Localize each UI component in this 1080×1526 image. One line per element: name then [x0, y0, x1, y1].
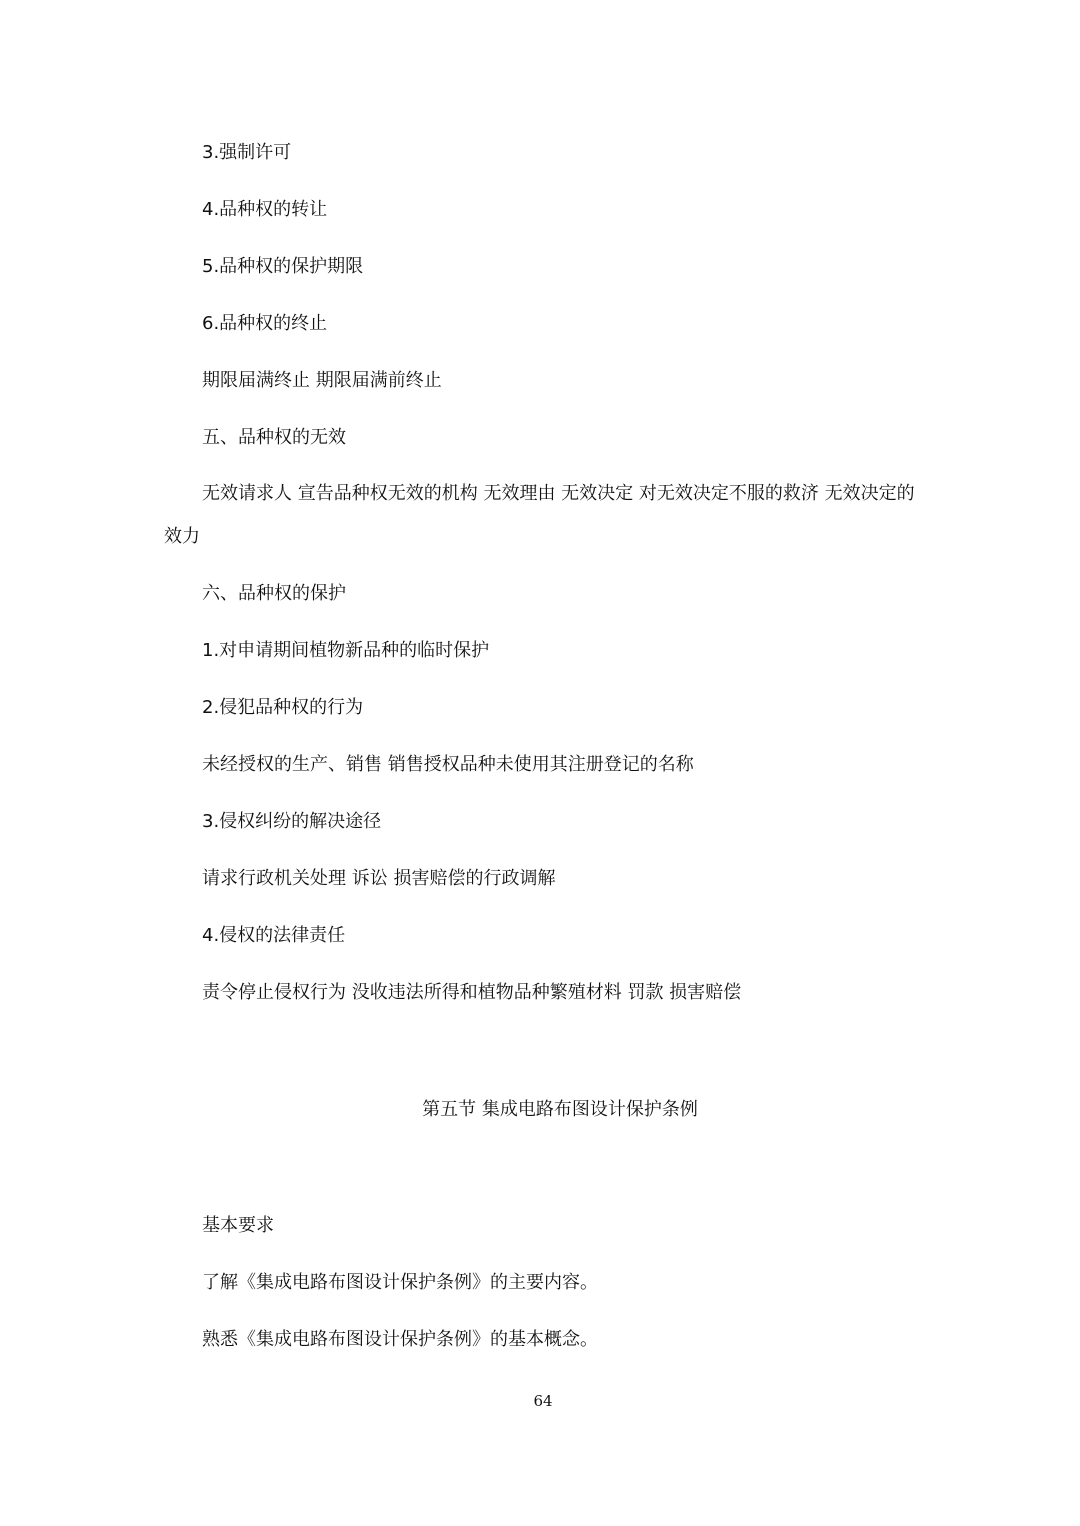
termination-types: 期限届满终止 期限届满前终止: [202, 370, 442, 391]
legal-liability-items: 责令停止侵权行为 没收违法所得和植物品种繁殖材料 罚款 损害赔偿: [202, 982, 742, 1003]
infringement-acts: 未经授权的生产、销售 销售授权品种未使用其注册登记的名称: [202, 754, 694, 775]
list-item-infringement: 2.侵犯品种权的行为: [202, 697, 364, 718]
section-title: 第五节 集成电路布图设计保护条例: [422, 1099, 698, 1120]
list-item-temporary-protection: 1.对申请期间植物新品种的临时保护: [202, 640, 490, 661]
heading-protection: 六、品种权的保护: [202, 583, 346, 604]
list-item-dispute-resolution: 3.侵权纠纷的解决途径: [202, 811, 382, 832]
invalidity-paragraph: 无效请求人 宣告品种权无效的机构 无效理由 无效决定 对无效决定不服的救济 无效决定的效力: [164, 483, 915, 547]
list-item-termination: 6.品种权的终止: [202, 313, 328, 334]
list-item-protection-period: 5.品种权的保护期限: [202, 256, 364, 277]
heading-basic-requirements: 基本要求: [202, 1215, 274, 1236]
heading-invalidity: 五、品种权的无效: [202, 427, 346, 448]
list-item-legal-liability: 4.侵权的法律责任: [202, 925, 346, 946]
requirement-familiarize: 熟悉《集成电路布图设计保护条例》的基本概念。: [202, 1329, 598, 1350]
list-item-transfer: 4.品种权的转让: [202, 199, 328, 220]
list-item-compulsory-license: 3.强制许可: [202, 142, 292, 163]
requirement-understand: 了解《集成电路布图设计保护条例》的主要内容。: [202, 1272, 598, 1293]
page-number: 64: [533, 1392, 553, 1410]
dispute-resolution-methods: 请求行政机关处理 诉讼 损害赔偿的行政调解: [202, 868, 556, 889]
